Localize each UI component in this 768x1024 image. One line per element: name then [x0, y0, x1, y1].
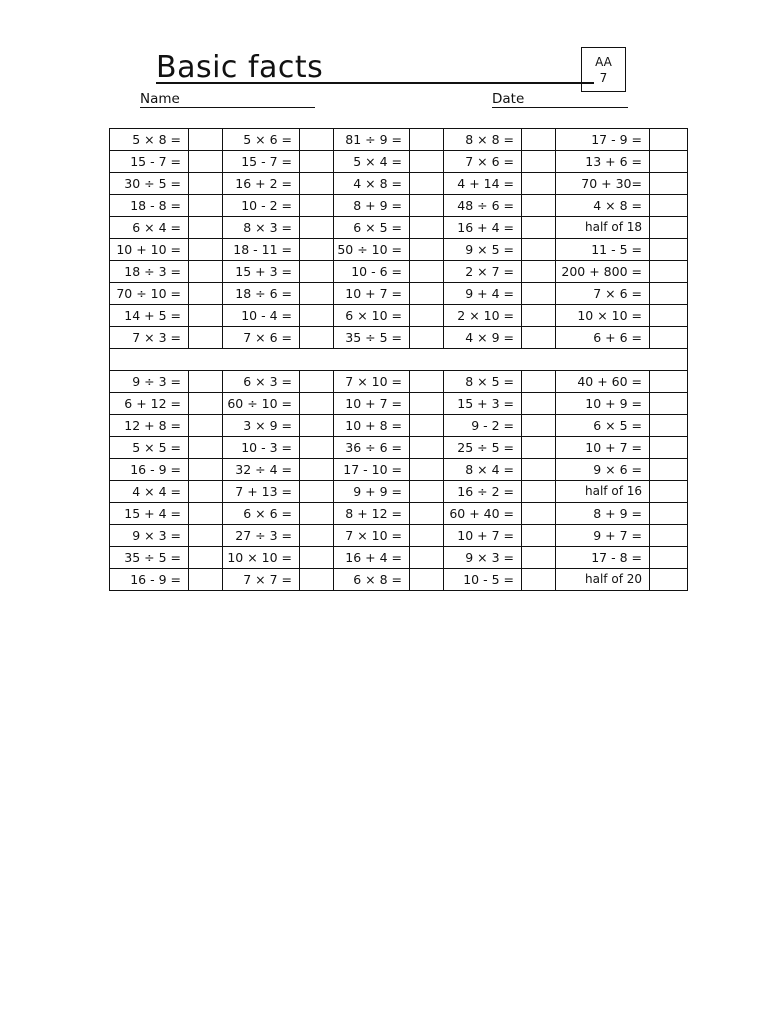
date-field[interactable]: Date [492, 91, 628, 108]
answer-box[interactable] [410, 525, 444, 547]
answer-box[interactable] [189, 305, 223, 327]
answer-box[interactable] [650, 525, 688, 547]
answer-box[interactable] [410, 415, 444, 437]
answer-box[interactable] [650, 327, 688, 349]
fact-question: 4 × 9 = [444, 327, 522, 349]
table-row [110, 129, 688, 151]
answer-box[interactable] [300, 393, 334, 415]
fact-question: 18 - 11 = [223, 239, 300, 261]
fact-question: 15 + 3 = [444, 393, 522, 415]
fact-question: 7 × 7 = [223, 569, 300, 591]
fact-question: 13 + 6 = [556, 151, 650, 173]
answer-box[interactable] [410, 261, 444, 283]
answer-box[interactable] [300, 195, 334, 217]
answer-box[interactable] [189, 481, 223, 503]
answer-box[interactable] [650, 415, 688, 437]
section-a [110, 129, 688, 349]
fact-question: 15 + 3 = [223, 261, 300, 283]
fact-question: 27 ÷ 3 = [223, 525, 300, 547]
answer-box[interactable] [300, 459, 334, 481]
answer-box[interactable] [650, 547, 688, 569]
fact-question: 81 ÷ 9 = [334, 129, 410, 151]
answer-box[interactable] [300, 415, 334, 437]
fact-question: 10 - 6 = [334, 261, 410, 283]
fact-question: 40 + 60 = [556, 371, 650, 393]
fact-question: 12 + 8 = [110, 415, 189, 437]
fact-question: 25 ÷ 5 = [444, 437, 522, 459]
fact-question: 9 + 9 = [334, 481, 410, 503]
answer-box[interactable] [650, 283, 688, 305]
answer-box[interactable] [189, 459, 223, 481]
answer-box[interactable] [650, 481, 688, 503]
fact-question: 4 × 8 = [334, 173, 410, 195]
answer-box[interactable] [650, 217, 688, 239]
answer-box[interactable] [650, 195, 688, 217]
answer-box[interactable] [300, 437, 334, 459]
fact-question: 35 ÷ 5 = [334, 327, 410, 349]
answer-box[interactable] [189, 525, 223, 547]
answer-box[interactable] [410, 481, 444, 503]
answer-box[interactable] [522, 547, 556, 569]
fact-question: 36 ÷ 6 = [334, 437, 410, 459]
fact-question: 16 - 9 = [110, 569, 189, 591]
answer-box[interactable] [522, 415, 556, 437]
fact-question: 7 × 6 = [444, 151, 522, 173]
answer-box[interactable] [410, 393, 444, 415]
name-field[interactable]: Name [140, 91, 315, 108]
fact-question: 7 + 13 = [223, 481, 300, 503]
section-divider [110, 349, 688, 371]
fact-question: 18 ÷ 6 = [223, 283, 300, 305]
answer-box[interactable] [522, 327, 556, 349]
answer-box[interactable] [410, 437, 444, 459]
answer-box[interactable] [522, 481, 556, 503]
answer-box[interactable] [189, 393, 223, 415]
table-row [110, 371, 688, 393]
fact-question: 6 × 4 = [110, 217, 189, 239]
answer-box[interactable] [410, 129, 444, 151]
answer-box[interactable] [300, 569, 334, 591]
divider-row [110, 349, 688, 371]
fact-question: 6 × 6 = [223, 503, 300, 525]
answer-box[interactable] [410, 283, 444, 305]
fact-question: 9 × 3 = [110, 525, 189, 547]
fact-question: 15 - 7 = [223, 151, 300, 173]
fact-question: 10 - 2 = [223, 195, 300, 217]
table-row [110, 327, 688, 349]
fact-question: half of 20 [556, 569, 650, 591]
fact-question: 18 ÷ 3 = [110, 261, 189, 283]
answer-box[interactable] [410, 195, 444, 217]
answer-box[interactable] [410, 503, 444, 525]
fact-question: 6 × 8 = [334, 569, 410, 591]
fact-question: 70 + 30= [556, 173, 650, 195]
answer-box[interactable] [522, 569, 556, 591]
answer-box[interactable] [300, 173, 334, 195]
fact-question: 2 × 7 = [444, 261, 522, 283]
answer-box[interactable] [650, 239, 688, 261]
answer-box[interactable] [650, 305, 688, 327]
table-row [110, 393, 688, 415]
table-row [110, 283, 688, 305]
table-row [110, 525, 688, 547]
fact-question: 30 ÷ 5 = [110, 173, 189, 195]
table-row [110, 173, 688, 195]
answer-box[interactable] [522, 459, 556, 481]
fact-question: 32 ÷ 4 = [223, 459, 300, 481]
answer-box[interactable] [189, 371, 223, 393]
fact-question: 7 × 6 = [556, 283, 650, 305]
table-row [110, 437, 688, 459]
fact-question: 8 × 8 = [444, 129, 522, 151]
fact-question: 6 + 6 = [556, 327, 650, 349]
fact-question: 18 - 8 = [110, 195, 189, 217]
answer-box[interactable] [410, 239, 444, 261]
fact-question: 9 - 2 = [444, 415, 522, 437]
answer-box[interactable] [650, 459, 688, 481]
fact-question: 8 × 4 = [444, 459, 522, 481]
fact-question: 35 ÷ 5 = [110, 547, 189, 569]
answer-box[interactable] [300, 327, 334, 349]
fact-question: 10 - 3 = [223, 437, 300, 459]
facts-table [109, 128, 688, 591]
fact-question: 16 ÷ 2 = [444, 481, 522, 503]
fact-question: 15 - 7 = [110, 151, 189, 173]
answer-box[interactable] [522, 129, 556, 151]
fact-question: 6 × 5 = [556, 415, 650, 437]
fact-question: 16 + 4 = [334, 547, 410, 569]
answer-box[interactable] [300, 283, 334, 305]
answer-box[interactable] [410, 459, 444, 481]
answer-box[interactable] [410, 371, 444, 393]
answer-box[interactable] [300, 503, 334, 525]
fact-question: half of 16 [556, 481, 650, 503]
fact-question: 6 × 3 = [223, 371, 300, 393]
answer-box[interactable] [300, 481, 334, 503]
fact-question: 48 ÷ 6 = [444, 195, 522, 217]
answer-box[interactable] [522, 393, 556, 415]
table-row [110, 261, 688, 283]
answer-box[interactable] [300, 371, 334, 393]
fact-question: 17 - 8 = [556, 547, 650, 569]
answer-box[interactable] [189, 151, 223, 173]
fact-question: 9 + 7 = [556, 525, 650, 547]
fact-question: half of 18 [556, 217, 650, 239]
title-underline [156, 82, 594, 84]
fact-question: 10 + 7 = [334, 393, 410, 415]
answer-box[interactable] [650, 261, 688, 283]
table-row [110, 459, 688, 481]
fact-question: 7 × 3 = [110, 327, 189, 349]
fact-question: 10 - 5 = [444, 569, 522, 591]
fact-question: 9 × 3 = [444, 547, 522, 569]
answer-box[interactable] [189, 129, 223, 151]
fact-question: 60 + 40 = [444, 503, 522, 525]
fact-question: 8 × 3 = [223, 217, 300, 239]
fact-question: 6 × 10 = [334, 305, 410, 327]
fact-question: 7 × 10 = [334, 371, 410, 393]
fact-question: 9 × 5 = [444, 239, 522, 261]
answer-box[interactable] [189, 195, 223, 217]
table-row [110, 195, 688, 217]
answer-box[interactable] [650, 173, 688, 195]
table-row [110, 305, 688, 327]
answer-box[interactable] [522, 371, 556, 393]
answer-box[interactable] [522, 239, 556, 261]
answer-box[interactable] [410, 173, 444, 195]
answer-box[interactable] [650, 437, 688, 459]
fact-question: 60 ÷ 10 = [223, 393, 300, 415]
fact-question: 10 + 7 = [334, 283, 410, 305]
answer-box[interactable] [300, 129, 334, 151]
table-row [110, 503, 688, 525]
answer-box[interactable] [300, 217, 334, 239]
table-row [110, 415, 688, 437]
answer-box[interactable] [522, 195, 556, 217]
answer-box[interactable] [410, 327, 444, 349]
table-row [110, 569, 688, 591]
table-row [110, 547, 688, 569]
answer-box[interactable] [522, 305, 556, 327]
fact-question: 9 × 6 = [556, 459, 650, 481]
answer-box[interactable] [650, 151, 688, 173]
fact-question: 10 × 10 = [223, 547, 300, 569]
answer-box[interactable] [650, 393, 688, 415]
answer-box[interactable] [522, 437, 556, 459]
table-row [110, 239, 688, 261]
answer-box[interactable] [189, 239, 223, 261]
fact-question: 4 + 14 = [444, 173, 522, 195]
level-code-line1: AA [595, 55, 612, 69]
answer-box[interactable] [650, 503, 688, 525]
section-b [110, 371, 688, 591]
fact-question: 10 + 7 = [556, 437, 650, 459]
fact-question: 7 × 10 = [334, 525, 410, 547]
answer-box[interactable] [189, 173, 223, 195]
fact-question: 10 + 7 = [444, 525, 522, 547]
answer-box[interactable] [189, 283, 223, 305]
answer-box[interactable] [300, 547, 334, 569]
fact-question: 5 × 6 = [223, 129, 300, 151]
answer-box[interactable] [410, 547, 444, 569]
fact-question: 6 + 12 = [110, 393, 189, 415]
answer-box[interactable] [189, 327, 223, 349]
level-code-box [581, 47, 626, 92]
fact-question: 70 ÷ 10 = [110, 283, 189, 305]
fact-question: 8 × 5 = [444, 371, 522, 393]
answer-box[interactable] [189, 503, 223, 525]
fact-question: 10 × 10 = [556, 305, 650, 327]
fact-question: 16 + 4 = [444, 217, 522, 239]
fact-question: 2 × 10 = [444, 305, 522, 327]
fact-question: 8 + 12 = [334, 503, 410, 525]
fact-question: 4 × 8 = [556, 195, 650, 217]
fact-question: 10 + 9 = [556, 393, 650, 415]
fact-question: 10 - 4 = [223, 305, 300, 327]
table-row [110, 217, 688, 239]
answer-box[interactable] [189, 569, 223, 591]
fact-question: 6 × 5 = [334, 217, 410, 239]
answer-box[interactable] [300, 151, 334, 173]
fact-question: 10 + 10 = [110, 239, 189, 261]
fact-question: 17 - 10 = [334, 459, 410, 481]
fact-question: 8 + 9 = [556, 503, 650, 525]
page-title: Basic facts [156, 50, 324, 85]
fact-question: 14 + 5 = [110, 305, 189, 327]
table-row [110, 481, 688, 503]
level-code-line2: 7 [599, 71, 608, 85]
answer-box[interactable] [300, 261, 334, 283]
fact-question: 9 ÷ 3 = [110, 371, 189, 393]
answer-box[interactable] [650, 129, 688, 151]
answer-box[interactable] [189, 415, 223, 437]
answer-box[interactable] [410, 569, 444, 591]
fact-question: 9 + 4 = [444, 283, 522, 305]
fact-question: 8 + 9 = [334, 195, 410, 217]
answer-box[interactable] [650, 371, 688, 393]
answer-box[interactable] [522, 503, 556, 525]
table-row [110, 151, 688, 173]
fact-question: 10 + 8 = [334, 415, 410, 437]
answer-box[interactable] [410, 151, 444, 173]
fact-question: 3 × 9 = [223, 415, 300, 437]
answer-box[interactable] [189, 437, 223, 459]
fact-question: 7 × 6 = [223, 327, 300, 349]
answer-box[interactable] [189, 217, 223, 239]
fact-question: 17 - 9 = [556, 129, 650, 151]
fact-question: 16 - 9 = [110, 459, 189, 481]
answer-box[interactable] [522, 261, 556, 283]
answer-box[interactable] [522, 151, 556, 173]
answer-box[interactable] [300, 525, 334, 547]
answer-box[interactable] [189, 261, 223, 283]
fact-question: 4 × 4 = [110, 481, 189, 503]
answer-box[interactable] [410, 217, 444, 239]
divider-cell [110, 349, 688, 371]
answer-box[interactable] [650, 569, 688, 591]
fact-question: 200 + 800 = [556, 261, 650, 283]
answer-box[interactable] [522, 283, 556, 305]
fact-question: 50 ÷ 10 = [334, 239, 410, 261]
answer-box[interactable] [300, 305, 334, 327]
answer-box[interactable] [522, 217, 556, 239]
answer-box[interactable] [522, 173, 556, 195]
fact-question: 5 × 5 = [110, 437, 189, 459]
fact-question: 5 × 4 = [334, 151, 410, 173]
fact-question: 15 + 4 = [110, 503, 189, 525]
fact-question: 11 - 5 = [556, 239, 650, 261]
fact-question: 5 × 8 = [110, 129, 189, 151]
answer-box[interactable] [522, 525, 556, 547]
answer-box[interactable] [300, 239, 334, 261]
answer-box[interactable] [189, 547, 223, 569]
fact-question: 16 + 2 = [223, 173, 300, 195]
answer-box[interactable] [410, 305, 444, 327]
